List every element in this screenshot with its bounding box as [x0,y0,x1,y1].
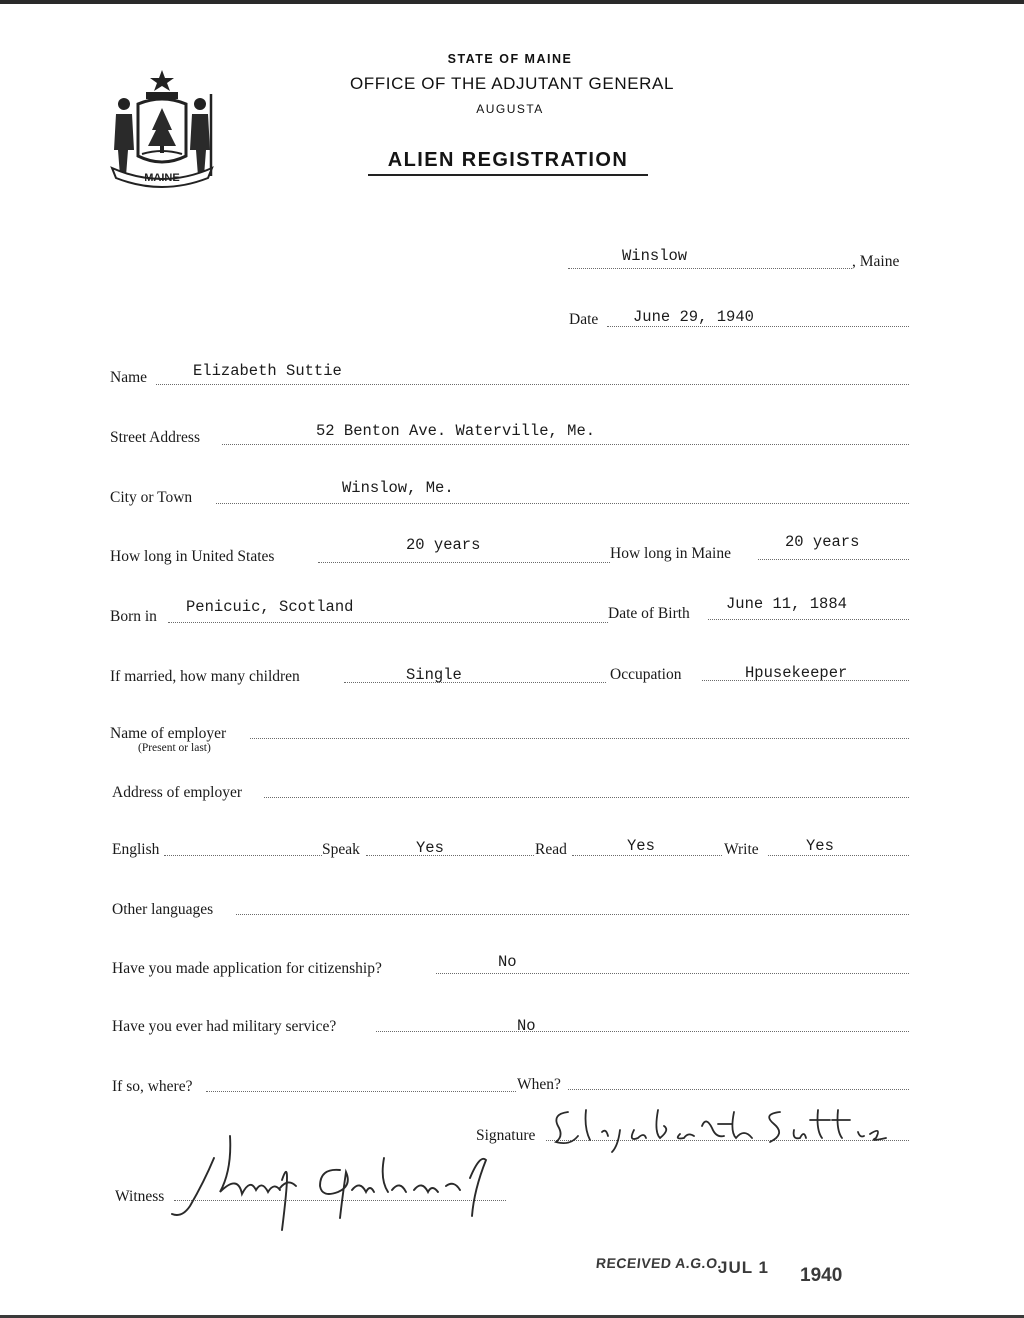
maine-duration-value: 20 years [785,533,860,551]
born-in-label: Born in [110,608,157,625]
dob-line [708,619,909,620]
citizenship-value: No [498,953,517,971]
date-value: June 29, 1940 [633,308,754,326]
speak-value: Yes [416,839,444,857]
born-in-value: Penicuic, Scotland [186,598,354,616]
write-line [768,855,909,856]
maine-duration-label: How long in Maine [610,545,731,562]
scan-top-edge [0,0,1024,4]
employer-address-label: Address of employer [112,784,242,801]
speak-label: Speak [322,841,360,858]
write-value: Yes [806,837,834,855]
employer-name-label: Name of employer [110,725,227,742]
street-address-value: 52 Benton Ave. Waterville, Me. [316,422,596,440]
military-line [376,1031,909,1032]
town-value: Winslow [622,247,688,265]
born-in-line [168,622,608,623]
dob-value: June 11, 1884 [726,595,847,613]
occupation-value: Hpusekeeper [745,664,848,682]
date-line [607,326,909,327]
employer-name-sublabel: (Present or last) [138,742,211,754]
applicant-signature [548,1102,888,1154]
us-duration-value: 20 years [406,536,481,554]
other-languages-label: Other languages [112,901,214,918]
witness-signature [170,1130,510,1232]
children-line [344,682,606,683]
received-stamp: RECEIVED A.G.O. [595,1255,723,1271]
witness-label: Witness [115,1188,165,1205]
where-label: If so, where? [112,1078,193,1095]
children-label: If married, how many children [110,668,300,685]
street-address-line [222,444,909,445]
maine-duration-line [758,559,909,560]
town-suffix: , Maine [852,253,900,270]
name-label: Name [110,369,148,386]
english-line [164,855,322,856]
town-line [568,268,852,269]
received-stamp-date: JUL 1 [718,1258,769,1277]
read-value: Yes [627,837,655,855]
employer-address-line [264,797,909,798]
where-line [206,1091,516,1092]
when-label: When? [517,1076,561,1093]
received-stamp-year: 1940 [800,1265,843,1286]
military-label: Have you ever had military service? [112,1018,337,1035]
employer-name-line [250,738,909,739]
form-title: ALIEN REGISTRATION [368,149,648,176]
name-value: Elizabeth Suttie [193,362,342,380]
occupation-label: Occupation [610,666,682,683]
other-languages-line [236,914,909,915]
seal-banner-text: MAINE [144,172,180,184]
write-label: Write [724,841,759,858]
us-duration-line [318,562,610,563]
office-heading: OFFICE OF THE ADJUTANT GENERAL [349,74,675,93]
military-value: No [517,1017,536,1035]
citizenship-line [436,973,909,974]
dob-label: Date of Birth [608,605,690,622]
street-address-label: Street Address [110,429,200,446]
children-value: Single [406,666,462,684]
city-line [216,503,909,504]
read-label: Read [535,841,567,858]
citizenship-label: Have you made application for citizenship? [112,960,382,977]
english-label: English [112,841,160,858]
date-label: Date [569,311,599,328]
city-label: City or Town [110,489,193,506]
signature-label: Signature [476,1127,536,1144]
speak-line [366,855,534,856]
us-duration-label: How long in United States [110,548,275,565]
city-heading: AUGUSTA [476,102,544,116]
state-heading: STATE OF MAINE [447,52,573,66]
name-line [156,384,909,385]
when-line [568,1089,909,1090]
read-line [572,855,722,856]
city-value: Winslow, Me. [342,479,454,497]
